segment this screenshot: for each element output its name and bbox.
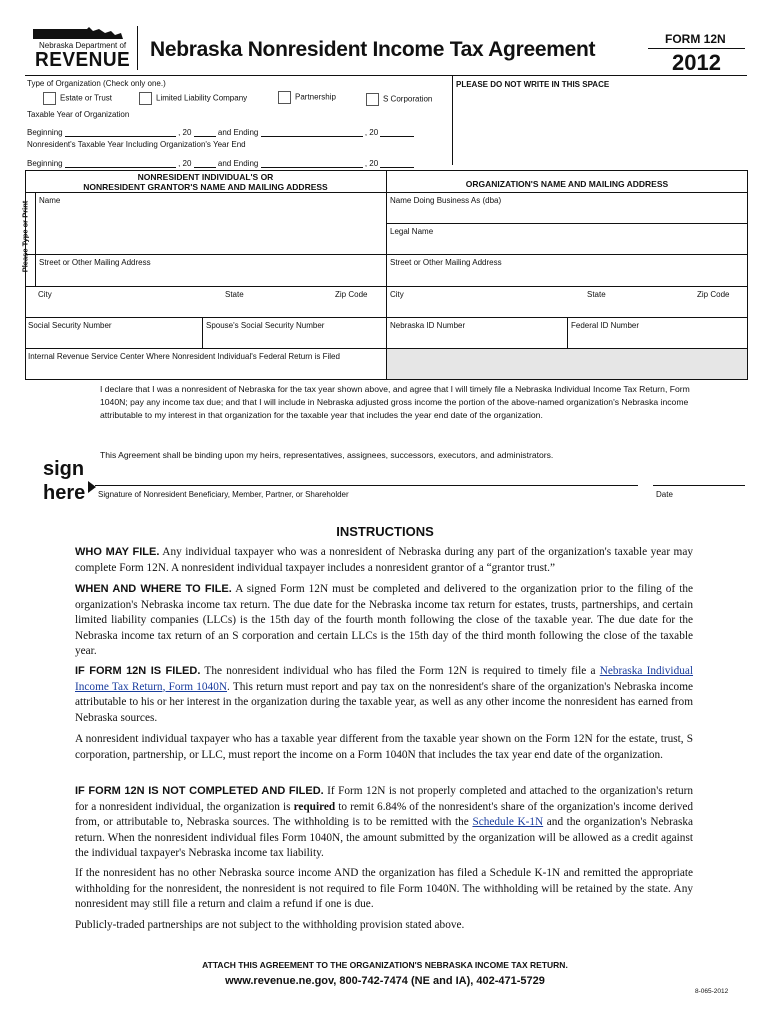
gray-unused-area — [387, 349, 747, 379]
here-word: here — [43, 482, 86, 504]
s-corp-checkbox[interactable] — [366, 93, 379, 106]
nebraska-state-outline-icon — [27, 25, 127, 41]
declaration-text: I declare that I was a nonresident of Nebraska for the tax year shown above, and agree that I will timely file a Nebraska Individual Income Tax Return, Form 1040N; pay any income tax due; and that I will include in Nebraska adjusted gross income the portion of the above-named organization's Nebraska income attributable to my interest in that organization for the taxable year that includes the year end date of the organization. — [100, 384, 690, 421]
form-year: 2012 — [672, 50, 721, 75]
if-filed-text-pre: The nonresident individual who has filed the Form 12N is required to timely file a — [204, 665, 596, 677]
dba-label: Name Doing Business As (dba) — [390, 196, 502, 205]
ssn-label: Social Security Number — [28, 321, 112, 330]
not-filed-text-post: and the organization's Nebraska return. When the nonresident individual files Form 1040N, the amount submitted by the organization will be allowed as a credit against the individual taxpayer's Nebraska income tax liability. — [75, 816, 694, 859]
and-ending-label: and Ending — [217, 159, 259, 168]
and-ending-label: and Ending — [217, 128, 259, 137]
no-other-income-paragraph: If the nonresident has no other Nebraska source income AND the organization has filed a Schedule K-1N and remitted the appropriate withholding for the nonresident, the nonresident is not required to file Form 1040N. The withholding will be retained by the state. Any nonresident may still file a return and claim a refund if one is due. — [75, 867, 693, 910]
org-state-label: State — [587, 290, 606, 299]
name-field[interactable] — [36, 193, 386, 254]
nr-end-year-field[interactable] — [380, 158, 414, 168]
when-where-heading: WHEN AND WHERE TO FILE. — [75, 583, 232, 595]
org-type-estate-trust[interactable] — [43, 92, 112, 105]
org-type-llc[interactable] — [139, 92, 247, 105]
left-heading-1: NONRESIDENT INDIVIDUAL'S OR — [137, 172, 274, 182]
ssn-field[interactable] — [25, 318, 202, 348]
partnership-checkbox[interactable] — [278, 91, 291, 104]
nr-begin-date-field[interactable] — [65, 158, 176, 168]
org-street-label: Street or Other Mailing Address — [390, 258, 502, 267]
org-tax-year-row — [27, 127, 414, 137]
form-title: Nebraska Nonresident Income Tax Agreement — [150, 38, 596, 61]
form-1040n-link[interactable]: Nebraska Individual Income Tax Return, Form 1040N — [75, 665, 694, 693]
instructions-title: INSTRUCTIONS — [336, 524, 434, 539]
comma-20-label: , 20 — [364, 159, 379, 168]
fed-id-label: Federal ID Number — [571, 321, 640, 330]
street-field[interactable] — [36, 255, 386, 286]
spouse-ssn-label: Spouse's Social Security Number — [206, 321, 325, 330]
org-type-partnership[interactable] — [278, 91, 336, 104]
org-begin-year-field[interactable] — [194, 127, 216, 137]
nonresident-tax-year-row — [27, 158, 414, 168]
who-may-file-text: Any individual taxpayer who was a nonresident of Nebraska during any part of the organization's taxable year may complete Form 12N. A nonresident individual taxpayer includes a nonresident grantor of a “grantor trust.” — [75, 546, 694, 574]
who-may-file-heading: WHO MAY FILE. — [75, 546, 160, 558]
ne-id-label: Nebraska ID Number — [390, 321, 466, 330]
name-label: Name — [39, 196, 61, 205]
s-corp-label: S Corporation — [383, 94, 433, 104]
form-number: FORM 12N — [665, 32, 726, 46]
org-begin-date-field[interactable] — [65, 127, 176, 137]
not-filed-text-pre: If Form 12N is not properly completed and attached to the organization's return for a nonresident individual, the organization is — [75, 785, 694, 813]
arrow-right-icon — [88, 481, 96, 493]
not-filed-heading: IF FORM 12N IS NOT COMPLETED AND FILED. — [75, 785, 324, 797]
fed-id-field[interactable] — [568, 318, 747, 348]
when-where-text: A signed Form 12N must be completed and delivered to the organization prior to the filing of the organization's Nebraska income tax return. The due date for the Nebraska income tax return for estates, trusts, partnerships, and certain limited liability companies (LLCs) is the 15th day of the fourth month following the close of the taxable year. The due date for the Nebraska income tax return of an S corporation and certain LLCs is the 15th day of the third month following the close of the taxable year. — [75, 583, 693, 657]
estate-trust-label: Estate or Trust — [60, 93, 113, 103]
org-end-date-field[interactable] — [261, 127, 363, 137]
if-filed-text-post: . This return must report and pay tax on the nonresident's share of the organization's Nebraska income attributable to his or her interest in the organization during the taxable year, as well as any other income the nonresident has earned from Nebraska sources. — [75, 680, 693, 724]
contact-line: www.revenue.ne.gov, 800-742-7474 (NE and IA), 402-471-5729 — [225, 975, 545, 987]
please-type-or-print-label: Please Type or Print — [20, 200, 30, 273]
required-word: required — [293, 800, 336, 813]
city-label: City — [38, 290, 52, 299]
date-label: Date — [656, 490, 673, 499]
beginning-label: Beginning — [27, 128, 63, 137]
city-state-zip-field[interactable] — [25, 287, 386, 317]
llc-label: Limited Liability Company — [156, 93, 248, 103]
org-street-field[interactable] — [387, 255, 747, 286]
nr-begin-year-field[interactable] — [194, 158, 216, 168]
different-year-paragraph: A nonresident individual taxpayer who has a taxable year different from the taxable year shown on the Form 12N for the estate, trust, S corporation, partnership, or LLC, must report the income on a Form 1040N that includes the tax year end date of the organization. — [75, 733, 693, 761]
org-type-s-corp[interactable] — [366, 93, 432, 106]
comma-20-label: , 20 — [178, 128, 192, 137]
estate-trust-checkbox[interactable] — [43, 92, 56, 105]
schedule-k1n-link[interactable]: Schedule K-1N — [472, 816, 544, 828]
irs-center-label: Internal Revenue Service Center Where Nonresident Individual's Federal Return is Filed — [28, 352, 340, 361]
dba-field[interactable] — [387, 193, 747, 223]
state-label: State — [225, 290, 244, 299]
org-city-state-zip-field[interactable] — [387, 287, 747, 317]
comma-20-label: , 20 — [364, 128, 379, 137]
signature-field[interactable] — [95, 485, 638, 486]
attach-notice: ATTACH THIS AGREEMENT TO THE ORGANIZATION'S NEBRASKA INCOME TAX RETURN. — [202, 960, 568, 970]
binding-text: This Agreement shall be binding upon my heirs, representatives, assignees, successors, executors, and administrators. — [100, 450, 554, 460]
dept-label: Nebraska Department of — [39, 41, 127, 50]
date-field[interactable] — [653, 485, 745, 486]
sign-word: sign — [43, 458, 85, 480]
who-may-file-section — [75, 545, 693, 576]
not-filed-text-mid: to remit 6.84% of the nonresident's share of the organization's income derived from, or attributable to, Nebraska sources. The withholding is to be remitted with the — [75, 800, 694, 828]
taxable-year-label: Taxable Year of Organization — [27, 110, 130, 119]
nonresident-year-label: Nonresident's Taxable Year Including Organization's Year End — [27, 140, 246, 149]
zip-label: Zip Code — [335, 290, 368, 299]
partnership-label: Partnership — [295, 92, 336, 102]
logo-wordmark: REVENUE — [35, 49, 131, 71]
nr-end-date-field[interactable] — [261, 158, 363, 168]
org-zip-label: Zip Code — [697, 290, 730, 299]
signature-label: Signature of Nonresident Beneficiary, Member, Partner, or Shareholder — [98, 490, 349, 499]
org-city-label: City — [390, 290, 404, 299]
street-label: Street or Other Mailing Address — [39, 258, 151, 267]
form-code: 8-065-2012 — [695, 988, 729, 995]
comma-20-label: , 20 — [178, 159, 192, 168]
legal-name-label: Legal Name — [390, 227, 434, 236]
not-filed-section — [75, 784, 693, 862]
legal-name-field[interactable] — [387, 224, 747, 254]
publicly-traded-paragraph: Publicly-traded partnerships are not subject to the withholding provision stated above. — [75, 919, 465, 931]
agency-logo — [27, 25, 131, 71]
do-not-write-label: PLEASE DO NOT WRITE IN THIS SPACE — [456, 80, 610, 89]
beginning-label: Beginning — [27, 159, 63, 168]
ne-id-field[interactable] — [387, 318, 567, 348]
org-end-year-field[interactable] — [380, 127, 414, 137]
if-filed-section — [75, 664, 693, 726]
right-heading: ORGANIZATION'S NAME AND MAILING ADDRESS — [465, 179, 669, 189]
org-type-label: Type of Organization (Check only one.) — [27, 79, 166, 88]
left-heading-2: NONRESIDENT GRANTOR'S NAME AND MAILING ADDRESS — [83, 182, 328, 192]
llc-checkbox[interactable] — [139, 92, 152, 105]
spouse-ssn-field[interactable] — [203, 318, 386, 348]
if-filed-heading: IF FORM 12N IS FILED. — [75, 665, 201, 677]
when-where-section — [75, 582, 693, 660]
irs-center-field[interactable] — [25, 349, 386, 380]
